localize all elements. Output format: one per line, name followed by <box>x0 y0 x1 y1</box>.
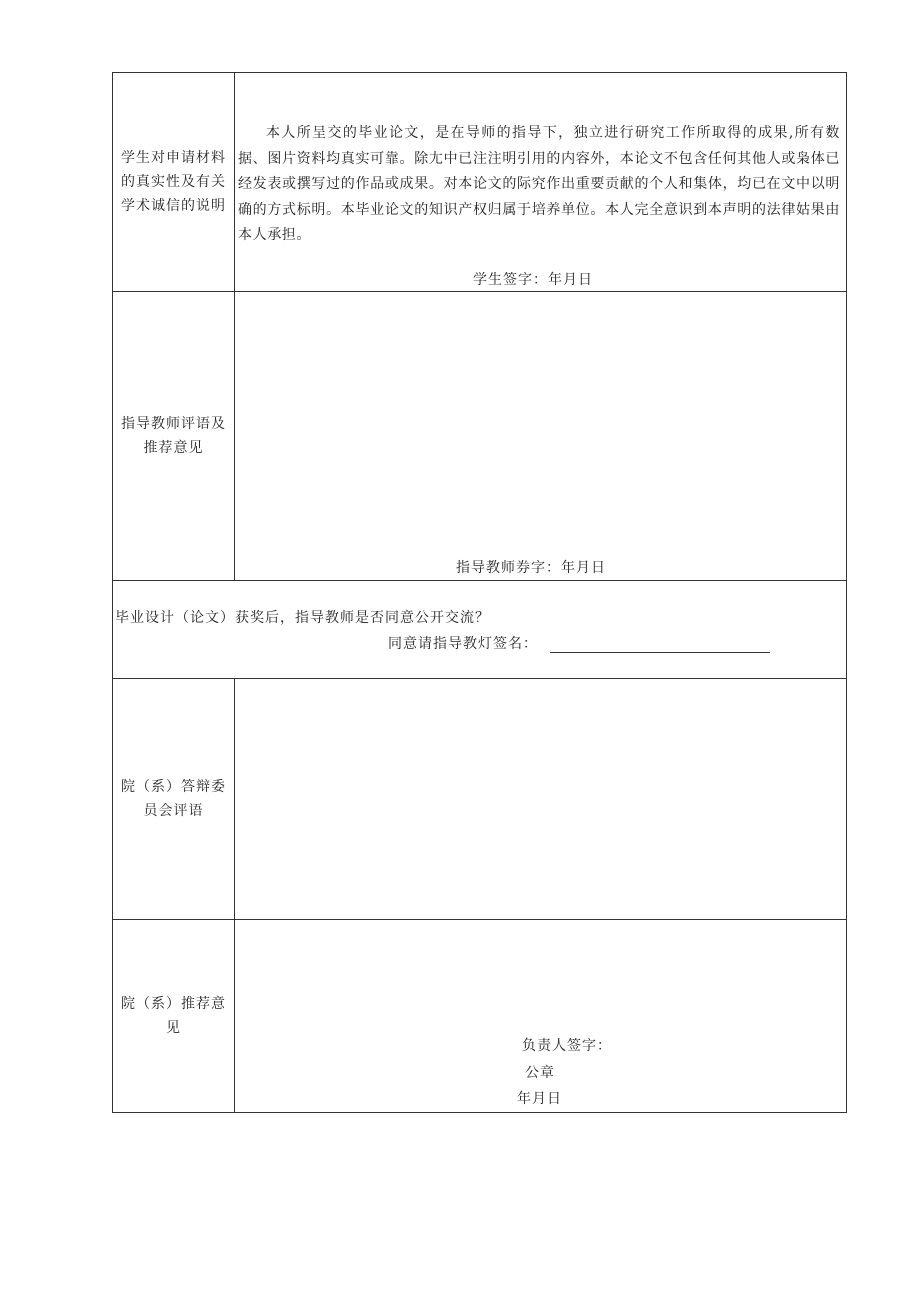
committee-comment-row <box>113 679 847 920</box>
agree-signature-field[interactable] <box>550 636 770 653</box>
committee-comment-cell[interactable] <box>235 679 847 920</box>
integrity-label: 学生对申请材料的真实性及有关学术诚信的说明 <box>121 150 226 214</box>
department-recommendation-label: 院（系）推荐意见 <box>121 996 226 1036</box>
public-exchange-cell <box>113 581 847 679</box>
public-exchange-row <box>113 581 847 679</box>
advisor-comment-cell[interactable] <box>235 292 847 581</box>
integrity-label-cell <box>113 73 235 292</box>
official-seal-text: 公章 <box>525 1065 555 1081</box>
department-recommendation-row <box>113 920 847 1113</box>
agree-signature-label: 同意请指导教灯签名： <box>388 636 538 652</box>
agree-signature-row <box>388 633 770 653</box>
public-exchange-question: 毕业设计（论文）获奖后，指导教师是否同意公开交流？ <box>115 610 490 626</box>
evaluation-form-table <box>112 72 847 1113</box>
advisor-signature-line: 指导教师券字：年月日 <box>456 560 606 576</box>
integrity-statement-text: 本人所呈交的毕业论文，是在导师的指导下，独立进行研究工作所取得的成果,所有数据、图片资料均真实可靠。除尢中已注注明引用的内容外，本论文不包含任何其他人或枭体已经发表或撰写过的作品或成果。对本论文的际究作出重要贡献的个人和集体，均已在文中以明确的方式标明。本毕业论文的知识产权归属于培养单位。本人完全意识到本声明的法律姑果由本人承担。 <box>238 125 840 243</box>
department-date-line: 年月日 <box>517 1091 562 1107</box>
department-recommendation-cell[interactable] <box>235 920 847 1113</box>
student-signature-line: 学生签字：年月日 <box>473 272 593 288</box>
integrity-content-cell[interactable] <box>235 73 847 292</box>
advisor-label-cell <box>113 292 235 581</box>
committee-label-cell <box>113 679 235 920</box>
committee-comment-label: 院（系）答辩委员会评语 <box>121 779 226 819</box>
responsible-signature-line: 负责人签字： <box>522 1038 612 1054</box>
advisor-comment-row <box>113 292 847 581</box>
integrity-statement-row <box>113 73 847 292</box>
advisor-comment-label: 指导教师评语及推荐意见 <box>121 416 226 456</box>
department-label-cell <box>113 920 235 1113</box>
